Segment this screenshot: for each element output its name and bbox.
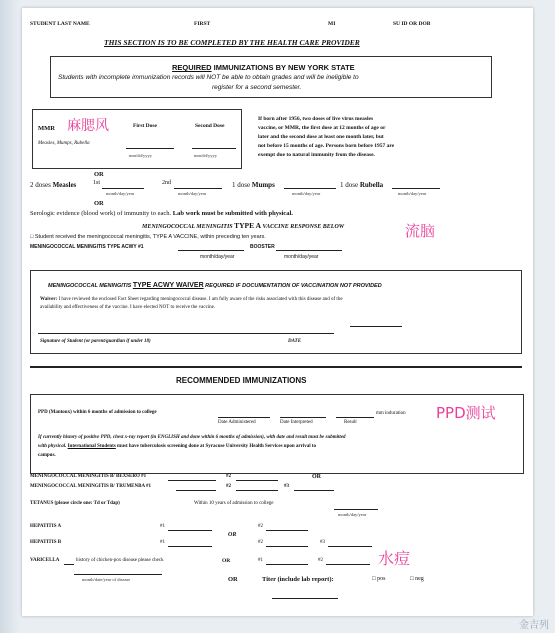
varicella-disease-date: month/date/year of disease (82, 577, 131, 582)
watermark-logo: 金吉列 (519, 620, 549, 631)
hepatitis-b-n1: #1 (160, 540, 165, 545)
ppd-interpreted-field[interactable] (280, 417, 326, 418)
rubella-row: 1 dose Rubella (340, 181, 384, 189)
hepatitis-b-n2: #2 (258, 540, 263, 545)
varicella-n2: #2 (318, 558, 323, 563)
ppd-interpreted-label: Date Interpreted (280, 420, 313, 425)
varicella-n1: #1 (258, 558, 263, 563)
bexsero-n2: #2 (226, 474, 231, 479)
rubella-date: month/day/year (398, 191, 427, 196)
required-note-line1: Students with incomplete immunization records will NOT be able to obtain grades and will be ineligible to (58, 74, 359, 81)
or-label-2: OR (94, 200, 104, 207)
health-form-page (22, 8, 533, 616)
mmr-info-3: later and the second dose at least one month later, but (258, 134, 384, 140)
mmr-info-4: not before 15 months of age. Persons born before 1957 are (258, 143, 395, 149)
hepatitis-a-n2: #2 (258, 524, 263, 529)
waiver-date-label: DATE (288, 339, 302, 344)
bexsero-field-1[interactable] (168, 480, 216, 481)
trumenba-label: MENINGOCOCCAL MENINGITIS B/ TRUMENBA #1 (30, 484, 152, 489)
trumenba-n2: #2 (226, 484, 231, 489)
ppd-induration-label: mm induration (376, 411, 406, 416)
ppd-result-field[interactable] (336, 417, 374, 418)
meningitis-date-2: month/day/year (284, 254, 319, 260)
titer-neg-checkbox[interactable]: □ neg (410, 576, 424, 582)
hepatitis-a-field-1[interactable] (168, 530, 212, 531)
varicella-annotation: 水痘 (378, 549, 411, 568)
trumenba-n3: #3 (284, 484, 289, 489)
trumenba-field-1[interactable] (176, 490, 216, 491)
varicella-history-check[interactable] (64, 564, 74, 565)
waiver-title: MENINGOCOCCAL MENINGITIS TYPE ACWY WAIVER REQUIRED IF DOCUMENTATION OF VACCINATION NOT PROVIDED (48, 282, 382, 289)
ppd-note-1: If currently history of positive PPD, chest x-ray report (in ENGLISH and done within 6 months of admission), with date and result must be submitted (38, 435, 346, 440)
mmr-info-1: If born after 1956, two doses of live virus measles (258, 116, 374, 122)
titer-pos-checkbox[interactable]: □ pos (372, 576, 386, 582)
signature-label: Signature of Student (or parent/guardian if under 18) (40, 339, 151, 344)
hepatitis-b-label: HEPATITIS B (30, 540, 62, 545)
measles-date-2: month/day/year (178, 191, 207, 196)
mumps-date: month/day/year (292, 191, 321, 196)
meningitis-booster-label: BOOSTER (250, 244, 275, 250)
tetanus-field[interactable] (334, 509, 378, 510)
mumps-row: 1 dose Mumps (232, 181, 275, 189)
hepatitis-a-field-2[interactable] (266, 530, 308, 531)
background-edge (0, 0, 20, 633)
hepatitis-b-field-3[interactable] (328, 546, 372, 547)
meningitis-booster-field[interactable] (276, 250, 342, 251)
meningitis-date-1: month/day/year (200, 254, 235, 260)
rubella-field[interactable] (392, 188, 440, 189)
varicella-disease-date-field[interactable] (74, 574, 162, 575)
mmr-info-5: exempt due to natural immunity from the disease. (258, 152, 375, 158)
bexsero-or: OR (312, 474, 321, 480)
ppd-note-3: campus. (38, 453, 56, 458)
ppd-result-label: Result (344, 420, 357, 425)
waiver-text-2: availability and effectiveness of the vaccine. I have elected NOT to receive the vaccine. (40, 305, 216, 310)
measles-row: 2 doses Measles (30, 181, 77, 189)
mmr-date-format-2: mm/dd/yyyy (194, 153, 218, 158)
tetanus-within: Within 10 years of admission to college (194, 501, 274, 506)
mmr-second-dose-label: Second Dose (195, 123, 225, 129)
ppd-annotation: PPD测试 (436, 404, 496, 422)
meningitis-received: □ Student received the meningococcal meningitis, TYPE A VACCINE, within preceding ten years. (30, 234, 266, 240)
measles-first-label: 1st (93, 180, 101, 186)
ppd-label: PPD (Mantoux) within 6 months of admission to college (38, 410, 157, 415)
meningitis-acwy-field[interactable] (178, 250, 244, 251)
mmr-first-dose-label: First Dose (133, 123, 157, 129)
required-note-line2: register for a second semester. (212, 84, 302, 91)
varicella-field-1[interactable] (266, 564, 308, 565)
first-name-label: FIRST (194, 21, 211, 27)
section-divider (30, 366, 522, 368)
hepatitis-b-n3: #3 (320, 540, 325, 545)
suid-label: SU ID OR DOB (393, 21, 431, 27)
hepatitis-a-n1: #1 (160, 524, 165, 529)
mmr-annotation: 麻腮风 (67, 118, 109, 134)
tetanus-date: month/day/year (338, 512, 367, 517)
varicella-field-2[interactable] (326, 564, 370, 565)
meningitis-acwy-label: MENINGOCOCCAL MENINGITIS TYPE ACWY #1 (30, 244, 144, 250)
varicella-label: VARICELLA (30, 558, 60, 563)
mmr-info-2: vaccine, or MMR, the first dose at 12 months of age or (258, 125, 386, 131)
trumenba-field-3[interactable] (294, 490, 334, 491)
ppd-note-2: with physical. International Students must have tuberculosis screening done at Syracuse University Health Services upon arrival to (38, 444, 317, 449)
mmr-first-dose-field[interactable] (126, 148, 174, 149)
section-title: THIS SECTION IS TO BE COMPLETED BY THE HEALTH CARE PROVIDER (104, 38, 360, 47)
recommended-title: RECOMMENDED IMMUNIZATIONS (176, 376, 307, 385)
hepatitis-a-label: HEPATITIS A (30, 524, 62, 529)
mmr-diseases: Measles, Mumps, Rubella (38, 141, 90, 146)
hepatitis-b-field-1[interactable] (168, 546, 212, 547)
varicella-or-2: OR (228, 576, 238, 583)
mi-label: MI (328, 21, 336, 27)
trumenba-field-2[interactable] (236, 490, 278, 491)
varicella-or: OR (222, 558, 231, 564)
hepatitis-b-field-2[interactable] (266, 546, 308, 547)
tetanus-label: TETANUS (please circle one: Td or Tdap) (30, 501, 120, 506)
hepatitis-or: OR (228, 532, 237, 538)
titer-label: Titer (include lab report): (262, 576, 334, 583)
mmr-label: MMR (38, 125, 55, 132)
mmr-box (32, 109, 242, 169)
measles-first-field[interactable] (102, 188, 144, 189)
measles-second-label: 2nd (162, 180, 171, 186)
bexsero-field-2[interactable] (236, 480, 278, 481)
mmr-date-format-1: mm/dd/yyyy (129, 153, 153, 158)
meningitis-heading: MENINGOCOCCAL MENINGITIS TYPE A VACCINE RESPONSE BELOW (142, 221, 345, 230)
bexsero-label: MENINGOCOCCAL MENINGITIS B/ BEXSERO #1 (30, 474, 147, 479)
student-last-name-label: STUDENT LAST NAME (30, 21, 90, 27)
ppd-administered-field[interactable] (218, 417, 270, 418)
serologic-line: Serologic evidence (blood work) of immunity to each. Lab work must be submitted with physical. (30, 210, 293, 217)
signature-field[interactable] (38, 333, 334, 334)
ppd-administered-label: Date Administered (218, 420, 256, 425)
or-label-1: OR (94, 171, 104, 178)
measles-date-1: month/day/year (106, 191, 135, 196)
mumps-field[interactable] (284, 188, 336, 189)
varicella-history: history of chicken-pox disease please check (76, 558, 164, 563)
waiver-text-1: Waiver: I have reviewed the enclosed Fact Sheet regarding meningococcal disease. I am fully aware of the risks associated with this disease and of the (40, 297, 343, 302)
meningitis-annotation: 流脑 (405, 222, 436, 240)
required-heading: REQUIRED IMMUNIZATIONS BY NEW YORK STATE (172, 63, 355, 72)
waiver-date-field[interactable] (350, 326, 402, 327)
titer-field[interactable] (272, 598, 338, 599)
mmr-second-dose-field[interactable] (192, 148, 236, 149)
measles-second-field[interactable] (174, 188, 222, 189)
